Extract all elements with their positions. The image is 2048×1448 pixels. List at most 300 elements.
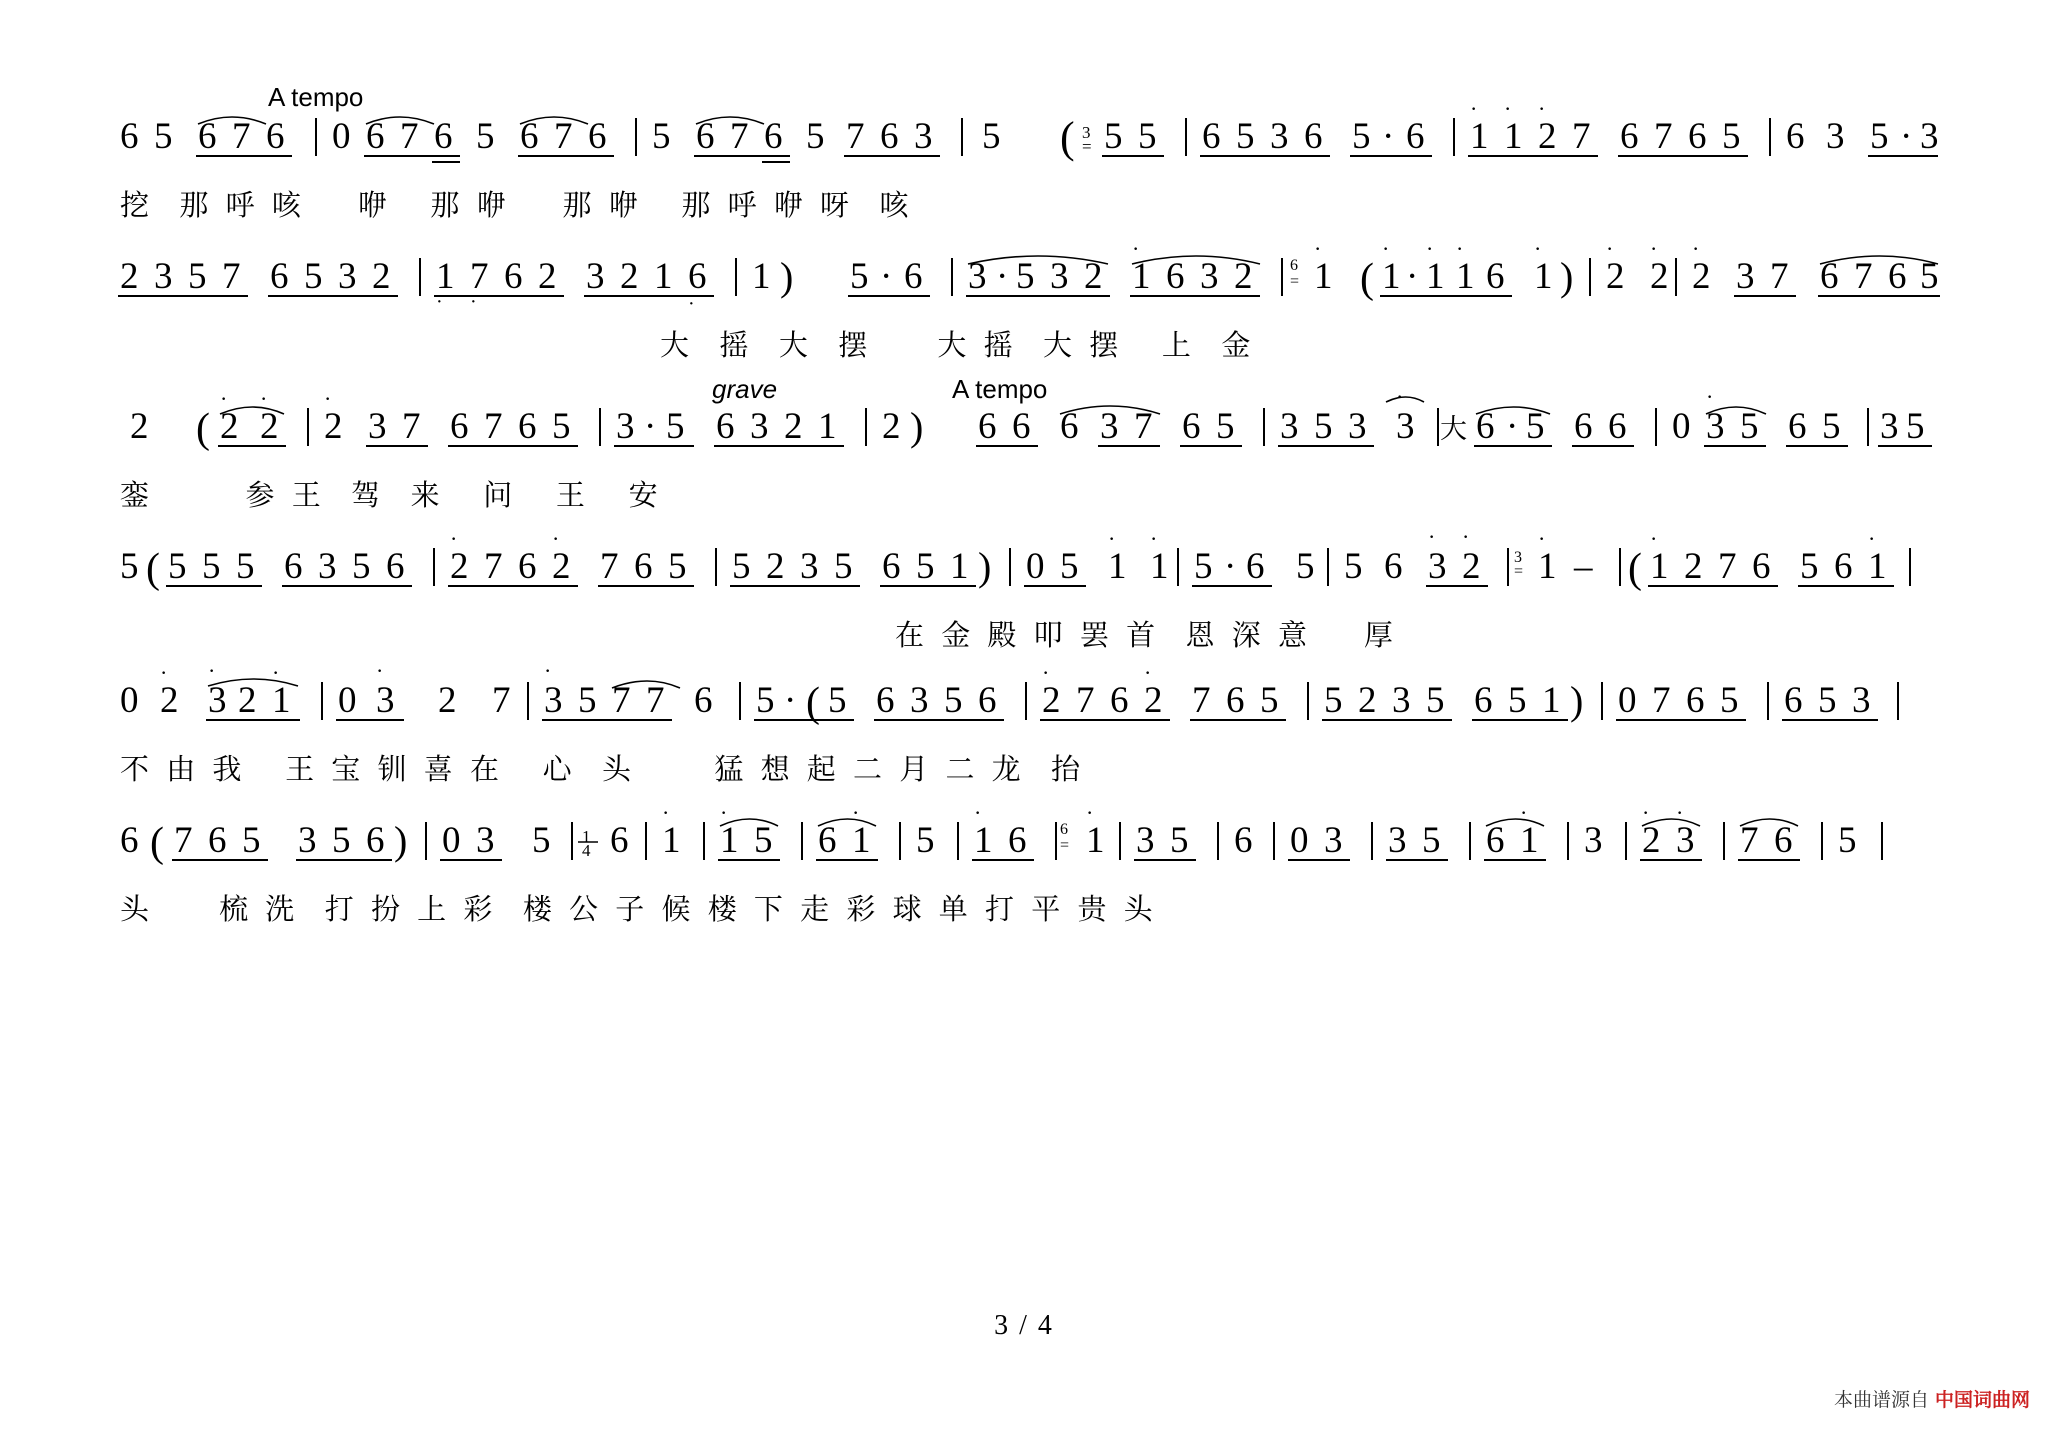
svg-text:·: · [1506, 406, 1519, 447]
svg-text:6: 6 [880, 116, 899, 157]
svg-text:7: 7 [554, 116, 573, 157]
svg-text:3: 3 [1514, 549, 1522, 566]
svg-text:2: 2 [620, 256, 639, 297]
svg-text:6: 6 [882, 546, 901, 587]
svg-text:·: · [784, 680, 797, 721]
svg-text:3: 3 [750, 406, 769, 447]
svg-text:2: 2 [784, 406, 803, 447]
svg-text:·: · [996, 256, 1009, 297]
svg-text:0: 0 [442, 820, 461, 861]
svg-text:3: 3 [1706, 406, 1725, 447]
svg-text:2: 2 [1042, 680, 1061, 721]
svg-text:–: – [1574, 546, 1593, 587]
svg-text:=: = [1290, 273, 1300, 290]
svg-text:·: · [1428, 524, 1436, 549]
svg-text:6: 6 [1290, 257, 1298, 274]
svg-text:·: · [1706, 384, 1714, 409]
svg-text:7: 7 [1076, 680, 1095, 721]
svg-text:6: 6 [1784, 680, 1803, 721]
svg-text:·: · [662, 800, 670, 825]
svg-text:6: 6 [434, 116, 453, 157]
svg-text:·: · [1692, 236, 1700, 261]
svg-text:3: 3 [1920, 116, 1939, 157]
svg-text:·: · [1520, 800, 1528, 825]
svg-text:6: 6 [1166, 256, 1185, 297]
svg-text:6: 6 [1474, 680, 1493, 721]
svg-text:6: 6 [1686, 680, 1705, 721]
tempo-mark-a-tempo-1: A tempo [268, 82, 364, 112]
svg-text:6: 6 [1774, 820, 1793, 861]
svg-text:6: 6 [1786, 116, 1805, 157]
svg-text:(: ( [806, 680, 820, 726]
svg-text:2: 2 [552, 546, 571, 587]
svg-text:5: 5 [242, 820, 261, 861]
svg-text:5: 5 [202, 546, 221, 587]
svg-text:5: 5 [756, 680, 775, 721]
svg-text:6: 6 [120, 820, 139, 861]
svg-text:5: 5 [828, 680, 847, 721]
svg-text:3: 3 [910, 680, 929, 721]
svg-text:5: 5 [578, 680, 597, 721]
svg-text:5: 5 [982, 116, 1001, 157]
svg-text:6: 6 [1688, 116, 1707, 157]
svg-text:3: 3 [208, 680, 227, 721]
svg-text:2: 2 [438, 680, 457, 721]
svg-text:0: 0 [338, 680, 357, 721]
svg-text:1: 1 [436, 256, 455, 297]
svg-text:3: 3 [376, 680, 395, 721]
svg-text:6: 6 [876, 680, 895, 721]
svg-text:·: · [1462, 524, 1470, 549]
svg-text:5: 5 [732, 546, 751, 587]
svg-text:·: · [220, 386, 228, 411]
svg-text:·: · [1642, 800, 1650, 825]
svg-text:7: 7 [1134, 406, 1153, 447]
svg-text:5: 5 [1324, 680, 1343, 721]
svg-text:): ) [394, 818, 408, 863]
svg-text:6: 6 [504, 256, 523, 297]
svg-text:5: 5 [1016, 256, 1035, 297]
svg-text:6: 6 [270, 256, 289, 297]
svg-text:·: · [552, 526, 560, 551]
svg-text:6: 6 [1486, 820, 1505, 861]
svg-text:3: 3 [914, 116, 933, 157]
svg-text:6: 6 [1304, 116, 1323, 157]
svg-text:6: 6 [1574, 406, 1593, 447]
svg-text:5: 5 [1194, 546, 1213, 587]
svg-text:5: 5 [850, 256, 869, 297]
svg-text:·: · [272, 660, 280, 685]
svg-text:7: 7 [492, 680, 511, 721]
system-1-lyrics: 挖 那 呼 咳 咿 那 咿 那 咿 那 呼 咿 呀 咳 [120, 188, 913, 222]
svg-text:·: · [1108, 526, 1116, 551]
svg-text:1: 1 [720, 820, 739, 861]
svg-text:(: ( [1060, 113, 1075, 162]
svg-text:6: 6 [450, 406, 469, 447]
svg-text:·: · [376, 658, 384, 683]
svg-text:6: 6 [120, 116, 139, 157]
svg-text:·: · [470, 291, 477, 313]
system-5-lyrics: 不 由 我 王 宝 钏 喜 在 心 头 猛 想 起 二 月 二 龙 抬 [120, 752, 1085, 786]
svg-text:3: 3 [1348, 406, 1367, 447]
svg-text:2: 2 [1684, 546, 1703, 587]
svg-text:6: 6 [688, 256, 707, 297]
svg-text:6: 6 [1202, 116, 1221, 157]
svg-text:5: 5 [916, 546, 935, 587]
svg-text:5: 5 [332, 820, 351, 861]
svg-text:5: 5 [652, 116, 671, 157]
svg-text:·: · [1224, 546, 1237, 587]
svg-text:1: 1 [654, 256, 673, 297]
svg-text:·: · [1396, 384, 1404, 409]
svg-text:3: 3 [1200, 256, 1219, 297]
svg-text:5: 5 [304, 256, 323, 297]
svg-text:·: · [1676, 800, 1684, 825]
svg-text:·: · [450, 526, 458, 551]
svg-text:1: 1 [1456, 256, 1475, 297]
svg-text:): ) [978, 544, 992, 589]
svg-text:5: 5 [1822, 406, 1841, 447]
svg-text:7: 7 [1654, 116, 1673, 157]
svg-text:5: 5 [1260, 680, 1279, 721]
svg-text:2: 2 [260, 406, 279, 447]
svg-text:·: · [880, 256, 893, 297]
svg-text:大: 大 [1440, 414, 1467, 445]
svg-text:5: 5 [834, 546, 853, 587]
svg-text:5: 5 [1314, 406, 1333, 447]
svg-text:3: 3 [318, 546, 337, 587]
svg-text:3: 3 [1280, 406, 1299, 447]
svg-text:2: 2 [1606, 256, 1625, 297]
svg-text:5: 5 [1740, 406, 1759, 447]
svg-text:·: · [1382, 116, 1395, 157]
svg-text:7: 7 [1770, 256, 1789, 297]
svg-text:7: 7 [470, 256, 489, 297]
svg-text:6: 6 [1476, 406, 1495, 447]
svg-text:2: 2 [1084, 256, 1103, 297]
svg-text:5: 5 [188, 256, 207, 297]
svg-text:3: 3 [1826, 116, 1845, 157]
svg-text:6: 6 [1110, 680, 1129, 721]
svg-text:·: · [260, 386, 268, 411]
svg-text:(: ( [146, 546, 160, 592]
svg-text:0: 0 [1672, 406, 1691, 447]
svg-text:1: 1 [1470, 116, 1489, 157]
svg-text:7: 7 [1572, 116, 1591, 157]
svg-text:1: 1 [1538, 546, 1557, 587]
svg-text:2: 2 [220, 406, 239, 447]
svg-text:5: 5 [1236, 116, 1255, 157]
svg-text:·: · [1382, 236, 1390, 261]
svg-text:6: 6 [764, 116, 783, 157]
svg-text:·: · [1406, 256, 1419, 297]
svg-text:5: 5 [1422, 820, 1441, 861]
svg-text:6: 6 [1234, 820, 1253, 861]
svg-text:5: 5 [1800, 546, 1819, 587]
svg-text:·: · [1042, 660, 1050, 685]
svg-text:·: · [1470, 96, 1478, 121]
svg-text:6: 6 [1406, 116, 1425, 157]
svg-text:6: 6 [1060, 406, 1079, 447]
svg-text:·: · [324, 386, 332, 411]
svg-text:5: 5 [236, 546, 255, 587]
svg-text:·: · [644, 406, 657, 447]
svg-text:3: 3 [476, 820, 495, 861]
svg-text:3: 3 [616, 406, 635, 447]
svg-text:2: 2 [120, 256, 139, 297]
system-4-notation [120, 524, 1940, 600]
svg-text:3: 3 [800, 546, 819, 587]
svg-text:2: 2 [324, 406, 343, 447]
svg-text:3: 3 [544, 680, 563, 721]
svg-text:(: ( [1628, 546, 1642, 592]
svg-text:2: 2 [1692, 256, 1711, 297]
svg-text:7: 7 [612, 680, 631, 721]
svg-text:0: 0 [1290, 820, 1309, 861]
svg-text:6: 6 [978, 406, 997, 447]
svg-text:·: · [1314, 236, 1322, 261]
svg-text:5: 5 [1526, 406, 1545, 447]
svg-text:1: 1 [752, 256, 771, 297]
svg-text:3: 3 [298, 820, 317, 861]
svg-text:(: ( [196, 406, 210, 452]
system-2-notation [120, 236, 1940, 315]
svg-text:3: 3 [1050, 256, 1069, 297]
svg-text:2: 2 [1358, 680, 1377, 721]
svg-text:5: 5 [1104, 116, 1123, 157]
svg-text:1: 1 [1534, 256, 1553, 297]
svg-text:2: 2 [160, 680, 179, 721]
svg-text:=: = [1060, 837, 1070, 854]
svg-text:·: · [1534, 236, 1542, 261]
system-6-lyrics: 头 梳 洗 打 扮 上 彩 楼 公 子 候 楼 下 走 彩 球 单 打 平 贵 头 [120, 892, 1157, 926]
svg-text:2: 2 [1650, 256, 1669, 297]
svg-text:·: · [208, 658, 216, 683]
svg-text:3: 3 [968, 256, 987, 297]
svg-text:7: 7 [232, 116, 251, 157]
svg-text:6: 6 [634, 546, 653, 587]
svg-text:2: 2 [1462, 546, 1481, 587]
tempo-mark-grave: grave [712, 374, 778, 404]
svg-text:·: · [1150, 526, 1158, 551]
svg-text:5: 5 [1060, 546, 1079, 587]
svg-text:·: · [852, 800, 860, 825]
svg-text:6: 6 [1246, 546, 1265, 587]
svg-text:5: 5 [806, 116, 825, 157]
svg-text:2: 2 [1234, 256, 1253, 297]
svg-text:1: 1 [1650, 546, 1669, 587]
svg-text:7: 7 [484, 546, 503, 587]
svg-text:3: 3 [1136, 820, 1155, 861]
svg-text:6: 6 [1608, 406, 1627, 447]
svg-text:6: 6 [366, 820, 385, 861]
svg-text:7: 7 [400, 116, 419, 157]
svg-text:5: 5 [1722, 116, 1741, 157]
svg-text:·: · [1144, 660, 1152, 685]
svg-text:·: · [1606, 236, 1614, 261]
svg-text:6: 6 [610, 820, 629, 861]
svg-text:·: · [1086, 800, 1094, 825]
svg-text:6: 6 [716, 406, 735, 447]
svg-text:7: 7 [1854, 256, 1873, 297]
svg-text:5: 5 [476, 116, 495, 157]
source-footer [1810, 1363, 2030, 1434]
system-4-lyrics: 在 金 殿 叩 罢 首 恩 深 意 厚 [895, 618, 1397, 652]
svg-text:2: 2 [538, 256, 557, 297]
svg-text:1: 1 [852, 820, 871, 861]
svg-text:7: 7 [1740, 820, 1759, 861]
svg-text:6: 6 [1486, 256, 1505, 297]
svg-text:3: 3 [1428, 546, 1447, 587]
svg-text:·: · [436, 291, 443, 313]
svg-text:·: · [1426, 236, 1434, 261]
svg-text:2: 2 [1538, 116, 1557, 157]
svg-text:5: 5 [1508, 680, 1527, 721]
svg-text:3: 3 [1676, 820, 1695, 861]
svg-text:·: · [1132, 236, 1140, 261]
svg-text:2: 2 [766, 546, 785, 587]
system-2-lyrics: 大 摇 大 摆 大 摇 大 摆 上 金 [660, 328, 1255, 362]
svg-text:7: 7 [1652, 680, 1671, 721]
svg-text:6: 6 [266, 116, 285, 157]
svg-text:5: 5 [154, 116, 173, 157]
svg-text:7: 7 [174, 820, 193, 861]
system-6-notation [120, 800, 1940, 874]
svg-text:·: · [1650, 236, 1658, 261]
svg-text:3: 3 [1584, 820, 1603, 861]
svg-text:7: 7 [600, 546, 619, 587]
svg-text:·: · [544, 658, 552, 683]
music-system-6 [120, 800, 1940, 926]
svg-text:6: 6 [1060, 821, 1068, 838]
svg-text:1: 1 [974, 820, 993, 861]
svg-text:6: 6 [366, 116, 385, 157]
svg-text:2: 2 [1144, 680, 1163, 721]
svg-text:6: 6 [696, 116, 715, 157]
svg-text:5: 5 [666, 406, 685, 447]
svg-text:6: 6 [1182, 406, 1201, 447]
svg-text:3: 3 [1100, 406, 1119, 447]
svg-text:6: 6 [818, 820, 837, 861]
svg-text:5: 5 [1296, 546, 1315, 587]
page-number: 3 / 4 [994, 1310, 1054, 1341]
svg-text:3: 3 [586, 256, 605, 297]
svg-text:6: 6 [284, 546, 303, 587]
svg-text:6: 6 [1384, 546, 1403, 587]
svg-text:=: = [1082, 137, 1092, 156]
svg-text:1: 1 [1426, 256, 1445, 297]
svg-text:6: 6 [208, 820, 227, 861]
svg-text:(: ( [1360, 256, 1374, 302]
svg-text:6: 6 [1834, 546, 1853, 587]
svg-text:2: 2 [1642, 820, 1661, 861]
svg-text:6: 6 [588, 116, 607, 157]
svg-text:6: 6 [198, 116, 217, 157]
svg-text:1: 1 [1086, 820, 1105, 861]
svg-text:4: 4 [582, 841, 591, 860]
svg-text:3: 3 [338, 256, 357, 297]
svg-text:0: 0 [1618, 680, 1637, 721]
svg-text:3: 3 [1392, 680, 1411, 721]
system-3-lyrics: 銮 参 王 驾 来 问 王 安 [120, 478, 662, 512]
svg-text:5: 5 [120, 546, 139, 587]
svg-text:6: 6 [1820, 256, 1839, 297]
svg-text:7: 7 [730, 116, 749, 157]
svg-text:1: 1 [1382, 256, 1401, 297]
music-system-4 [120, 524, 1940, 652]
svg-text:7: 7 [222, 256, 241, 297]
music-system-2 [120, 236, 1940, 362]
svg-text:1: 1 [818, 406, 837, 447]
svg-text:0: 0 [1026, 546, 1045, 587]
svg-text:1: 1 [1504, 116, 1523, 157]
svg-text:5: 5 [1838, 820, 1857, 861]
svg-text:5: 5 [916, 820, 935, 861]
svg-text:2: 2 [130, 406, 149, 447]
svg-text:2: 2 [238, 680, 257, 721]
svg-text:1: 1 [1314, 256, 1333, 297]
svg-text:6: 6 [1788, 406, 1807, 447]
svg-text:·: · [1650, 526, 1658, 551]
svg-text:6: 6 [518, 406, 537, 447]
svg-text:7: 7 [1192, 680, 1211, 721]
svg-text:3: 3 [1270, 116, 1289, 157]
svg-text:·: · [1538, 526, 1546, 551]
tempo-mark-a-tempo-2: A tempo [952, 374, 1048, 404]
svg-text:): ) [1570, 678, 1584, 723]
svg-text:5: 5 [1426, 680, 1445, 721]
svg-text:6: 6 [904, 256, 923, 297]
svg-text:0: 0 [332, 116, 351, 157]
svg-text:6: 6 [518, 546, 537, 587]
system-5-notation [120, 658, 1940, 734]
svg-text:6: 6 [1620, 116, 1639, 157]
music-system-5 [120, 658, 1940, 786]
svg-text:1: 1 [272, 680, 291, 721]
svg-text:2: 2 [372, 256, 391, 297]
svg-text:1: 1 [1868, 546, 1887, 587]
footer-site-name[interactable]: 中国词曲网 [1934, 1389, 2030, 1411]
svg-text:6: 6 [520, 116, 539, 157]
svg-text:6: 6 [1752, 546, 1771, 587]
svg-text:5: 5 [668, 546, 687, 587]
svg-text:): ) [910, 404, 924, 449]
svg-text:5: 5 [1352, 116, 1371, 157]
svg-text:1: 1 [950, 546, 969, 587]
svg-text:·: · [1538, 96, 1546, 121]
svg-text:·: · [1456, 236, 1464, 261]
svg-text:3: 3 [1880, 406, 1899, 447]
svg-text:5: 5 [1870, 116, 1889, 157]
svg-text:·: · [720, 800, 728, 825]
svg-text:7: 7 [402, 406, 421, 447]
svg-text:·: · [688, 293, 695, 315]
svg-text:5: 5 [1818, 680, 1837, 721]
svg-text:·: · [160, 660, 168, 685]
svg-text:1: 1 [1542, 680, 1561, 721]
svg-text:5: 5 [1720, 680, 1739, 721]
svg-text:5: 5 [168, 546, 187, 587]
svg-text:1: 1 [582, 827, 591, 846]
svg-text:5: 5 [552, 406, 571, 447]
svg-text:=: = [1514, 563, 1524, 580]
svg-text:6: 6 [1012, 406, 1031, 447]
svg-text:3: 3 [1396, 406, 1415, 447]
svg-text:(: ( [150, 820, 164, 866]
svg-text:5: 5 [944, 680, 963, 721]
svg-text:5: 5 [1216, 406, 1235, 447]
svg-text:5: 5 [1170, 820, 1189, 861]
